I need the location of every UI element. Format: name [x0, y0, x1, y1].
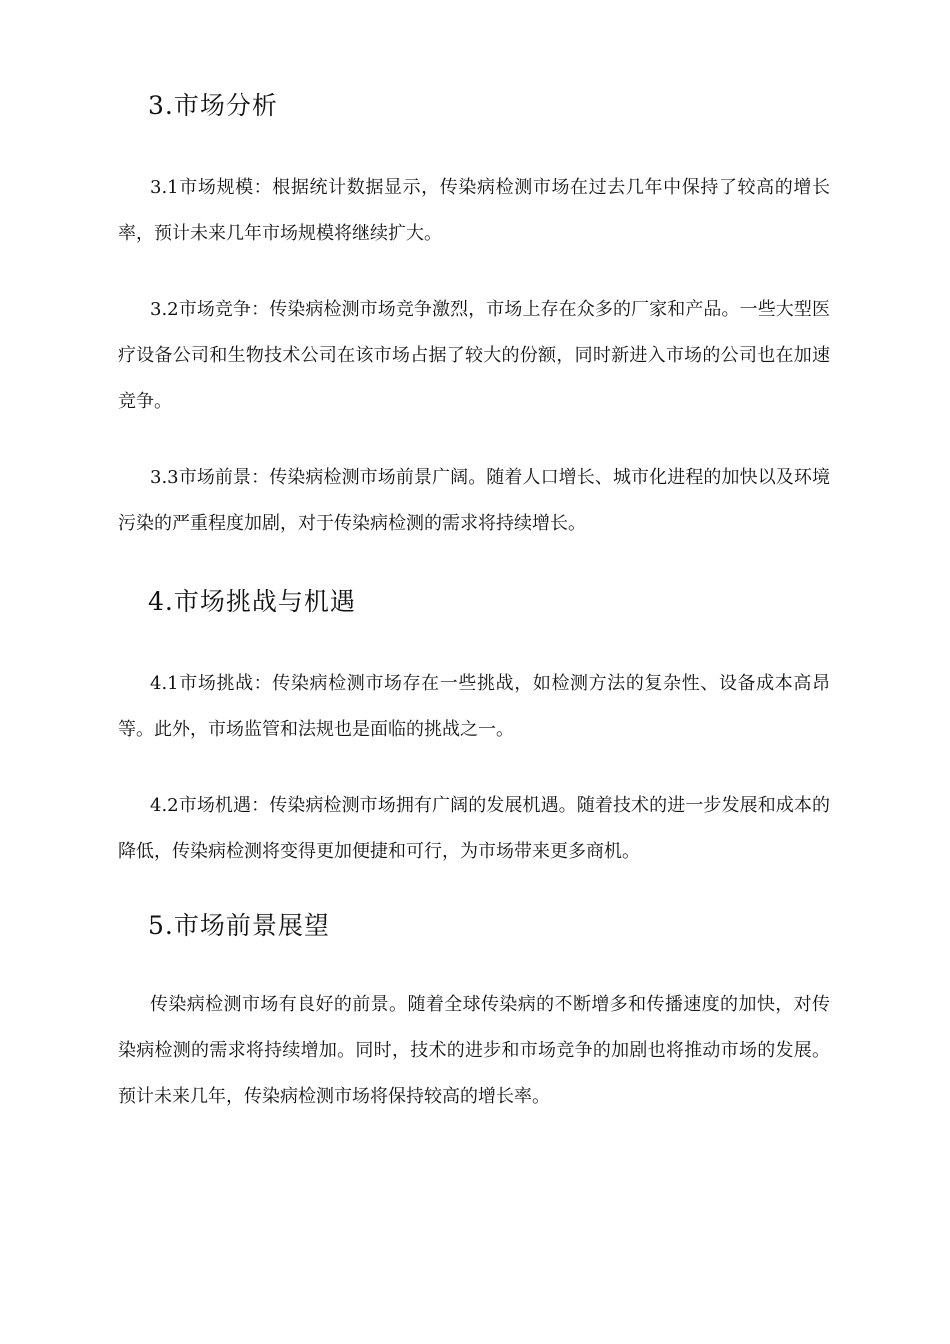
paragraph-5-outlook: 传染病检测市场有良好的前景。随着全球传染病的不断增多和传播速度的加快，对传染病检测的需求将持续增加。同时，技术的进步和市场竞争的加剧也将推动市场的发展。预计未来几年，传染病检测市场将保持较高的增长率。: [118, 994, 830, 1107]
section-5-heading: 5.市场前景展望: [148, 911, 330, 940]
paragraph-3-1-market-size: 3.1市场规模：根据统计数据显示，传染病检测市场在过去几年中保持了较高的增长率，预计未来几年市场规模将继续扩大。: [118, 177, 830, 244]
paragraph-4-2-market-opportunities: 4.2市场机遇：传染病检测市场拥有广阔的发展机遇。随着技术的进一步发展和成本的降低，传染病检测将变得更加便捷和可行，为市场带来更多商机。: [118, 795, 830, 862]
section-3-heading: 3.市场分析: [148, 91, 278, 120]
paragraph-4-1-market-challenges: 4.1市场挑战：传染病检测市场存在一些挑战，如检测方法的复杂性、设备成本高昂等。此外，市场监管和法规也是面临的挑战之一。: [118, 673, 830, 740]
paragraph-3-2-market-competition: 3.2市场竞争：传染病检测市场竞争激烈，市场上存在众多的厂家和产品。一些大型医疗设备公司和生物技术公司在该市场占据了较大的份额，同时新进入市场的公司也在加速竞争。: [118, 299, 830, 412]
section-4-heading: 4.市场挑战与机遇: [148, 587, 356, 616]
paragraph-3-3-market-outlook: 3.3市场前景：传染病检测市场前景广阔。随着人口增长、城市化进程的加快以及环境污染的严重程度加剧，对于传染病检测的需求将持续增长。: [118, 467, 830, 534]
